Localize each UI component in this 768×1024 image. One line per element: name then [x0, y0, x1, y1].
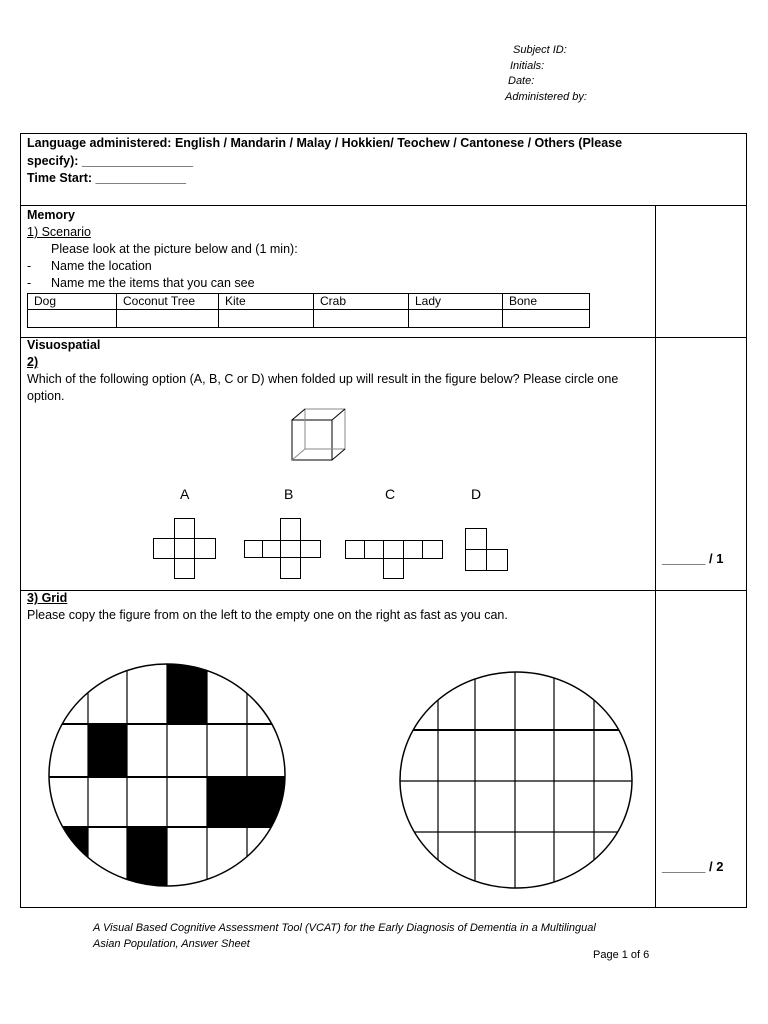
scenario-title: 1) Scenario	[27, 225, 91, 239]
administered-by-label: Administered by:	[505, 90, 587, 103]
language-line-2: specify): ________________	[27, 154, 194, 168]
item-bone: Bone	[503, 294, 590, 310]
divider	[21, 590, 746, 591]
net-option-a[interactable]	[153, 518, 217, 580]
cube-figure	[291, 408, 347, 462]
items-header-row	[28, 294, 590, 310]
answer-cell[interactable]	[28, 310, 117, 328]
visuospatial-question-2: option.	[27, 389, 65, 403]
option-d-label[interactable]: D	[471, 486, 482, 502]
footer-citation	[93, 920, 653, 952]
item-lady: Lady	[409, 294, 503, 310]
initials-label: Initials:	[510, 59, 545, 72]
footer-line-2: Asian Population, Answer Sheet	[93, 938, 250, 950]
bullet-dash: -	[27, 276, 32, 290]
items-table	[27, 293, 590, 328]
bullet-items: Name me the items that you can see	[51, 276, 255, 290]
visuospatial-question-1: Which of the following option (A, B, C or D) when folded up will result in the figure below? Please circle one	[27, 372, 619, 386]
score-column-divider	[655, 205, 656, 908]
net-option-d[interactable]	[465, 528, 509, 572]
subject-info-block	[505, 43, 587, 105]
page-number: Page 1 of 6	[593, 949, 650, 961]
option-a-label[interactable]: A	[180, 486, 190, 502]
answer-cell[interactable]	[314, 310, 409, 328]
item-crab: Crab	[314, 294, 409, 310]
option-c-label[interactable]: C	[385, 486, 396, 502]
answer-sheet-form	[20, 133, 747, 908]
divider	[21, 205, 746, 206]
bullet-dash: -	[27, 259, 32, 273]
reference-grid-circle	[48, 663, 288, 888]
item-kite: Kite	[219, 294, 314, 310]
grid-title: 3) Grid	[27, 591, 68, 605]
visuospatial-heading: Visuospatial	[27, 338, 101, 352]
grid-instruction: Please copy the figure from on the left to the empty one on the right as fast as you can.	[27, 608, 508, 622]
answer-cell[interactable]	[219, 310, 314, 328]
item-dog: Dog	[28, 294, 117, 310]
option-b-label[interactable]: B	[284, 486, 294, 502]
empty-grid-circle[interactable]	[399, 671, 635, 891]
memory-heading: Memory	[27, 208, 75, 222]
divider	[21, 337, 746, 338]
net-option-b[interactable]	[244, 518, 322, 580]
answer-cell[interactable]	[117, 310, 219, 328]
item-coconut-tree: Coconut Tree	[117, 294, 219, 310]
time-start: Time Start: _____________	[27, 171, 186, 185]
subject-id-label: Subject ID:	[513, 44, 567, 56]
scenario-instruction: Please look at the picture below and (1 min):	[51, 242, 298, 256]
grid-score[interactable]: ______ / 2	[662, 859, 724, 874]
answer-cell[interactable]	[503, 310, 590, 328]
answer-cell[interactable]	[409, 310, 503, 328]
bullet-location: Name the location	[51, 259, 152, 273]
visuospatial-title: 2)	[27, 355, 39, 369]
items-answer-row	[28, 310, 590, 328]
footer-line-1: A Visual Based Cognitive Assessment Tool (VCAT) for the Early Diagnosis of Dementia in a Multilingual	[93, 922, 596, 934]
date-label: Date:	[508, 75, 535, 87]
language-line-1: Language administered: English / Mandarin / Malay / Hokkien/ Teochew / Cantonese / Others (Please	[27, 136, 623, 150]
visuospatial-score[interactable]: ______ / 1	[662, 551, 724, 566]
net-option-c[interactable]	[345, 540, 444, 580]
